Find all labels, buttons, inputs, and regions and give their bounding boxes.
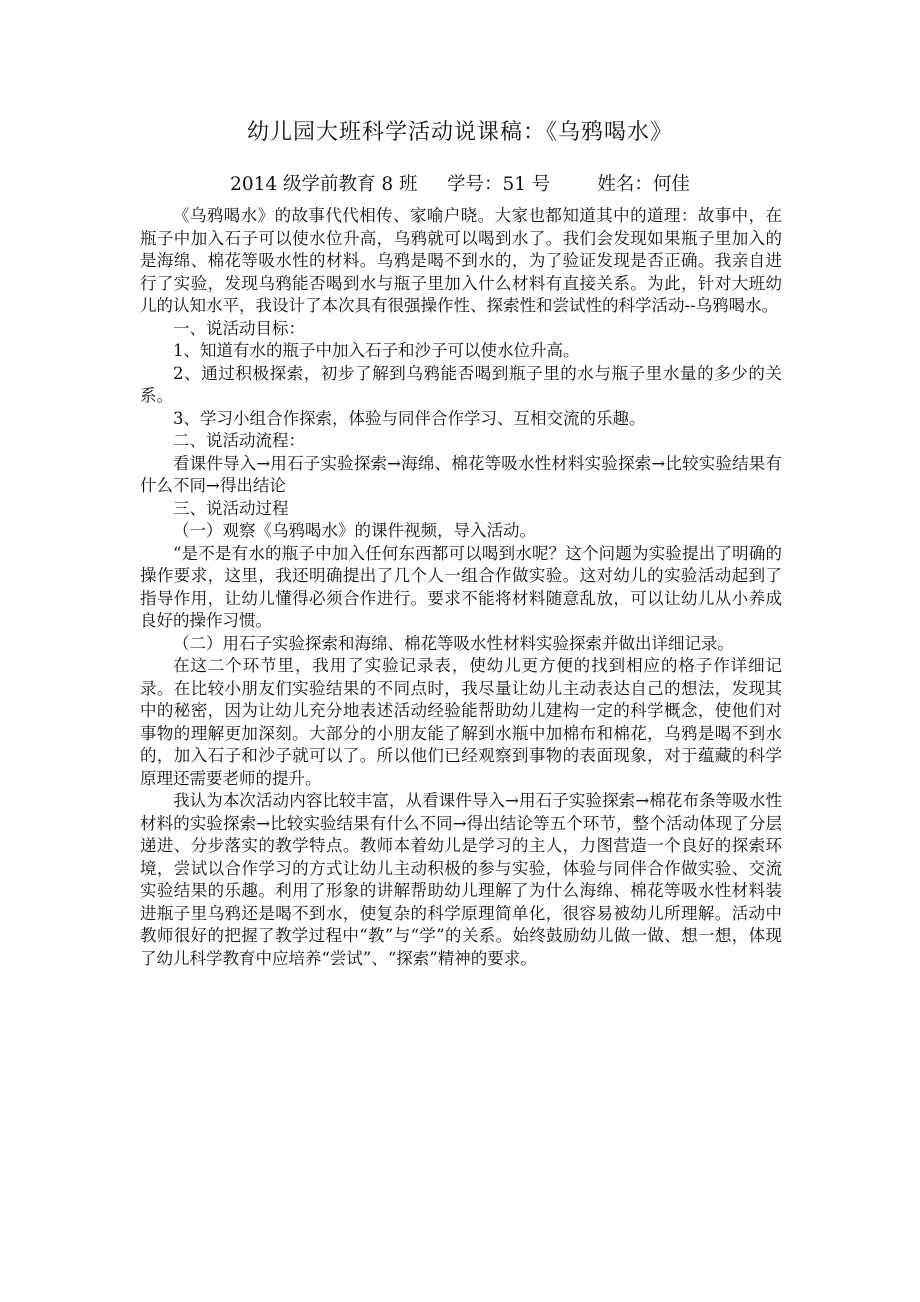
section-heading-process: 三、说活动过程 xyxy=(173,498,289,518)
flow-paragraph: 看课件导入→用石子实验探索→海绵、棉花等吸水性材料实验探索→比较实验结果有什么不同→得出结论 xyxy=(140,453,782,495)
section-heading-flow: 二、说活动流程： xyxy=(173,431,305,450)
document-body xyxy=(140,205,782,970)
goal-item-1: 1、知道有水的瓶子中加入石子和沙子可以使水位升高。 xyxy=(173,341,580,360)
process-step-2-paragraph: 在这二个环节里，我用了实验记录表，使幼儿更方便的找到相应的格子作详细记录。在比较小朋友们实验结果的不同点时，我尽量让幼儿主动表达自己的想法，发现其中的秘密，因为让幼儿充分地表述活动经验能帮助幼儿建构一定的科学概念，使他们对事物的理解更加深刻。大部分的小朋友能了解到水瓶中加棉布和棉花，乌鸦是喝不到水的，加入石子和沙子就可以了。所以他们已经观察到事物的表面现象，对于蕴藏的科学原理还需要老师的提升。 xyxy=(140,656,782,788)
process-step-2-heading: （二）用石子实验探索和海绵、棉花等吸水性材料实验探索并做出详细记录。 xyxy=(173,633,734,653)
conclusion-paragraph: 我认为本次活动内容比较丰富，从看课件导入→用石子实验探索→棉花布条等吸水性材料的实验探索→比较实验结果有什么不同→得出结论等五个环节，整个活动体现了分层递进、分步落实的教学特点。教师本着幼儿是学习的主人，力图营造一个良好的探索环境，尝试以合作学习的方式让幼儿主动积极的参与实验，体验与同伴合作做实验、交流实验结果的乐趣。利用了形象的讲解帮助幼儿理解了为什么海绵、棉花等吸水性材料装进瓶子里乌鸦还是喝不到水，使复杂的科学原理简单化，很容易被幼儿所理解。活动中教师很好的把握了教学过程中“教”与“学”的关系。始终鼓励幼儿做一做、想一想，体现了幼儿科学教育中应培养“尝试”、“探索”精神的要求。 xyxy=(140,791,782,968)
process-step-1-heading: （一）观察《乌鸦喝水》的课件视频，导入活动。 xyxy=(173,521,536,540)
intro-paragraph: 《乌鸦喝水》的故事代代相传、家喻户晓。大家也都知道其中的道理：故事中，在瓶子中加入石子可以使水位升高，乌鸦就可以喝到水了。我们会发现如果瓶子里加入的是海绵、棉花等吸水性的材料。乌鸦是喝不到水的，为了验证发现是否正确。我亲自进行了实验，发现乌鸦能否喝到水与瓶子里加入什么材料有直接关系。为此，针对大班幼儿的认知水平，我设计了本次具有很强操作性、探索性和尝试性的科学活动--乌鸦喝水。 xyxy=(140,206,782,315)
author-info: 2014 级学前教育 8 班 学号：51 号 姓名：何佳 xyxy=(230,174,690,195)
goal-item-2: 2、通过积极探索，初步了解到乌鸦能否喝到瓶子里的水与瓶子里水量的多少的关系。 xyxy=(140,363,782,405)
goal-item-3: 3、学习小组合作探索，体验与同伴合作学习、互相交流的乐趣。 xyxy=(173,408,646,428)
process-step-1-paragraph: “是不是有水的瓶子中加入任何东西都可以喝到水呢？这个问题为实验提出了明确的操作要求，这里，我还明确提出了几个人一组合作做实验。这对幼儿的实验活动起到了指导作用，让幼儿懂得必须合作进行。要求不能将材料随意乱放，可以让幼儿从小养成良好的操作习惯。 xyxy=(140,543,782,630)
section-heading-goals: 一、说活动目标： xyxy=(173,318,305,338)
document-title: 幼儿园大班科学活动说课稿：《乌鸦喝水》 xyxy=(246,120,673,145)
